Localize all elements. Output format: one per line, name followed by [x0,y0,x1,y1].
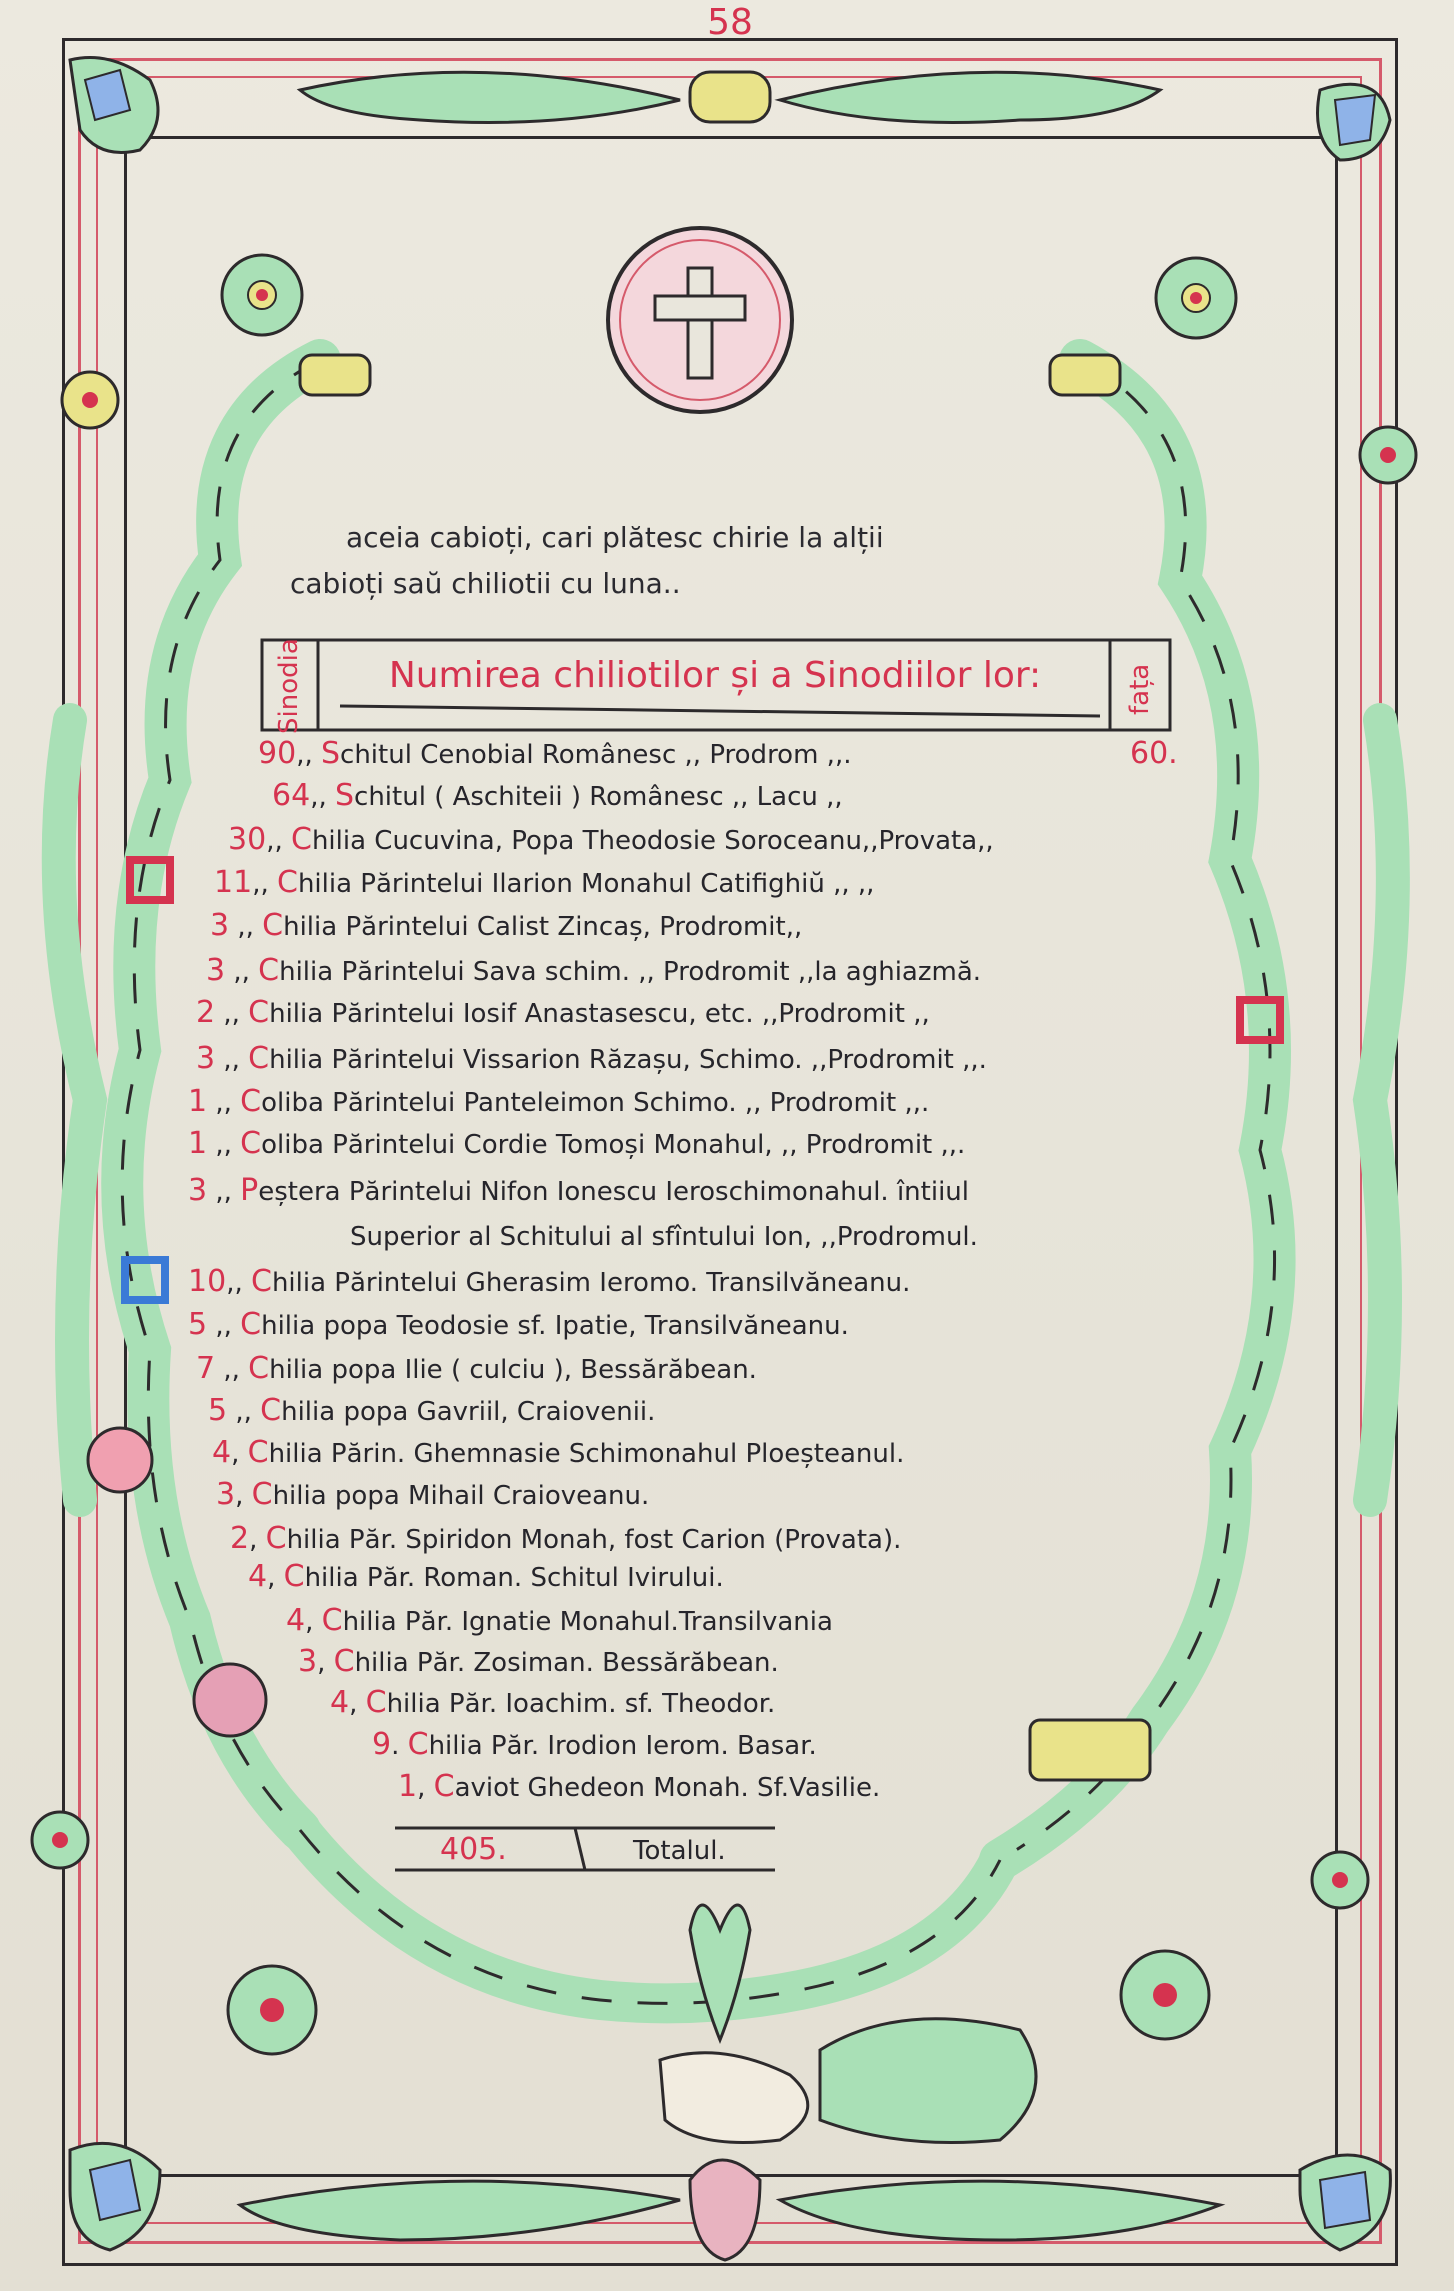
entry-text: oliba Părintelui Panteleimon Schimo. ,, Prodromit ,,. [261,1088,930,1118]
entry-text: hilia Păr. Zosiman. Bessărăbean. [354,1648,779,1678]
entry-initial: C [365,1685,387,1720]
entry-text: chitul Cenobial Românesc ,, Prodrom ,,. [340,740,852,770]
entry-fata-value: 60. [1130,736,1178,771]
entry-initial: C [248,1351,270,1386]
entry-text: chitul ( Aschiteii ) Românesc ,, Lacu ,, [354,782,843,812]
entry-text: hilia Păr. Roman. Schitul Ivirului. [304,1563,724,1593]
entry-initial: C [240,1126,262,1161]
intro-paragraph [290,515,1090,607]
entry-continuation-line: Superior al Schitului al sfîntului Ion, ,,Prodromul. [350,1222,978,1252]
entry-number: 3 [206,953,226,988]
entry-number: 7 [196,1351,216,1386]
entry-initial: C [260,1393,282,1428]
entry-initial: C [276,865,298,900]
entry-text: hilia popa Teodosie sf. Ipatie, Transilvăneanu. [261,1311,849,1341]
entry-initial: C [265,1521,287,1556]
entry-text: hilia Părintelui Iosif Anastasescu, etc. ,,Prodromit ,, [269,999,930,1029]
entry-number: 3 [196,1041,216,1076]
entry-initial: C [251,1477,273,1512]
entry-number: 5 [188,1307,208,1342]
table-header-title: Numirea chiliotilor și a Sinodiilor lor: [388,655,1042,696]
entry-number: 2 [230,1521,250,1556]
entry-number: 4 [212,1435,232,1470]
entry-number: 11 [214,865,253,900]
entry-text: hilia Părintelui Calist Zincaș, Prodromit,, [283,912,803,942]
list-item: 3 ,, Chilia Părintelui Vissarion Răzașu, Schimo. ,,Prodromit ,,. [196,1041,987,1076]
list-item: 2, Chilia Păr. Spiridon Monah, fost Carion (Provata). [230,1521,902,1556]
list-item: 64,, Schitul ( Aschiteii ) Românesc ,, Lacu ,, [272,778,843,813]
list-item: 4, Chilia Păr. Roman. Schitul Ivirului. [248,1559,724,1594]
list-item: 3 ,, Chilia Părintelui Calist Zincaș, Prodromit,, [210,908,803,943]
entry-initial: C [248,1041,270,1076]
entry-text: hilia Părintelui Vissarion Răzașu, Schimo. ,,Prodromit ,,. [269,1045,987,1075]
entry-text: hilia Păr. Spiridon Monah, fost Carion (Provata). [286,1525,902,1555]
list-item: 5 ,, Chilia popa Teodosie sf. Ipatie, Transilvăneanu. [188,1307,849,1342]
entry-initial: C [258,953,280,988]
entry-initial: C [262,908,284,943]
entry-text: hilia Părintelui Gherasim Ieromo. Transilvăneanu. [271,1268,911,1298]
list-item: 1 ,, Coliba Părintelui Cordie Tomoși Monahul, ,, Prodromit ,,. [188,1126,966,1161]
entry-text: hilia Păr. Ioachim. sf. Theodor. [386,1689,776,1719]
entry-number: 5 [208,1393,228,1428]
list-item: 90,, Schitul Cenobial Românesc ,, Prodrom ,,. [258,736,852,771]
entry-number: 2 [196,995,216,1030]
entry-number: 3 [216,1477,236,1512]
entry-number: 10 [188,1264,227,1299]
list-item: 3, Chilia popa Mihail Craioveanu. [216,1477,650,1512]
header-fata-label: fața [1125,663,1155,715]
entry-text: hilia Cucuvina, Popa Theodosie Soroceanu,,Provata,, [311,826,994,856]
entry-text: aviot Ghedeon Monah. Sf.Vasilie. [454,1773,881,1803]
entry-initial: C [433,1769,455,1804]
entry-number: 4 [330,1685,350,1720]
entry-text: oliba Părintelui Cordie Tomoși Monahul, ,, Prodromit ,,. [261,1130,966,1160]
entry-text: hilia Păr. Ignatie Monahul.Transilvania [342,1607,833,1637]
entry-number: 1 [188,1126,208,1161]
entry-initial: C [283,1559,305,1594]
entry-number: 1 [188,1084,208,1119]
total-value: 405. [440,1832,507,1867]
entry-initial: P [240,1173,259,1208]
list-item: 1 ,, Coliba Părintelui Panteleimon Schimo. ,, Prodromit ,,. [188,1084,930,1119]
page-number: 58 [707,2,753,43]
intro-line: aceia cabioți, cari plătesc chirie la alții [346,521,884,554]
entry-number: 64 [272,778,311,813]
entry-initial: C [290,822,312,857]
list-item: 5 ,, Chilia popa Gavriil, Craiovenii. [208,1393,656,1428]
entry-number: 4 [286,1603,306,1638]
entry-initial: C [247,1435,269,1470]
list-item: 3 ,, Chilia Părintelui Sava schim. ,, Prodromit ,,la aghiazmă. [206,953,982,988]
header-sinodia-label: Sinodia [274,638,304,734]
entry-number: 9 [372,1727,392,1762]
entry-initial: S [320,736,341,771]
entry-text: hilia popa Gavriil, Craiovenii. [281,1397,656,1427]
entry-initial: C [248,995,270,1030]
entry-text: hilia Părin. Ghemnasie Schimonahul Ploeșteanul. [268,1439,905,1469]
entry-initial: C [333,1644,355,1679]
entry-number: 4 [248,1559,268,1594]
entry-text: hilia Părintelui Sava schim. ,, Prodromit ,,la aghiazmă. [279,957,982,987]
entry-text: hilia Părintelui Ilarion Monahul Catifighiŭ ,, ,, [297,869,875,899]
entry-initial: C [407,1727,429,1762]
entry-number: 1 [398,1769,418,1804]
entry-text: hilia popa Mihail Craioveanu. [272,1481,650,1511]
entry-text: eștera Părintelui Nifon Ionescu Ieroschimonahul. întiiul [258,1177,969,1207]
list-item: 3, Chilia Păr. Zosiman. Bessărăbean. [298,1644,779,1679]
entry-initial: C [250,1264,272,1299]
entry-number: 90 [258,736,297,771]
list-item: 4, Chilia Părin. Ghemnasie Schimonahul Ploeșteanul. [212,1435,905,1470]
list-item: 3 ,, Peștera Părintelui Nifon Ionescu Ieroschimonahul. întiiul [188,1173,969,1208]
entry-initial: S [334,778,355,813]
list-item: 1, Caviot Ghedeon Monah. Sf.Vasilie. [398,1769,881,1804]
list-item: 10,, Chilia Părintelui Gherasim Ieromo. Transilvăneanu. [188,1264,911,1299]
list-item: 2 ,, Chilia Părintelui Iosif Anastasescu, etc. ,,Prodromit ,, [196,995,930,1030]
list-item: 7 ,, Chilia popa Ilie ( culciu ), Bessărăbean. [196,1351,757,1386]
list-item: 30,, Chilia Cucuvina, Popa Theodosie Soroceanu,,Provata,, [228,822,994,857]
entry-text: hilia Păr. Irodion Ierom. Basar. [428,1731,817,1761]
list-item: 4, Chilia Păr. Ignatie Monahul.Transilvania [286,1603,833,1638]
list-item: 11,, Chilia Părintelui Ilarion Monahul Catifighiŭ ,, ,, [214,865,875,900]
entry-number: 3 [210,908,230,943]
entry-number: 3 [298,1644,318,1679]
list-item: 9. Chilia Păr. Irodion Ierom. Basar. [372,1727,817,1762]
entry-initial: C [321,1603,343,1638]
entry-initial: C [240,1307,262,1342]
total-label: Totalul. [633,1836,726,1866]
entry-number: 3 [188,1173,208,1208]
intro-line: cabioți saŭ chiliotii cu luna.. [290,567,681,600]
entry-initial: C [240,1084,262,1119]
entry-number: 30 [228,822,267,857]
list-item: 4, Chilia Păr. Ioachim. sf. Theodor. [330,1685,776,1720]
entry-text: hilia popa Ilie ( culciu ), Bessărăbean. [269,1355,757,1385]
